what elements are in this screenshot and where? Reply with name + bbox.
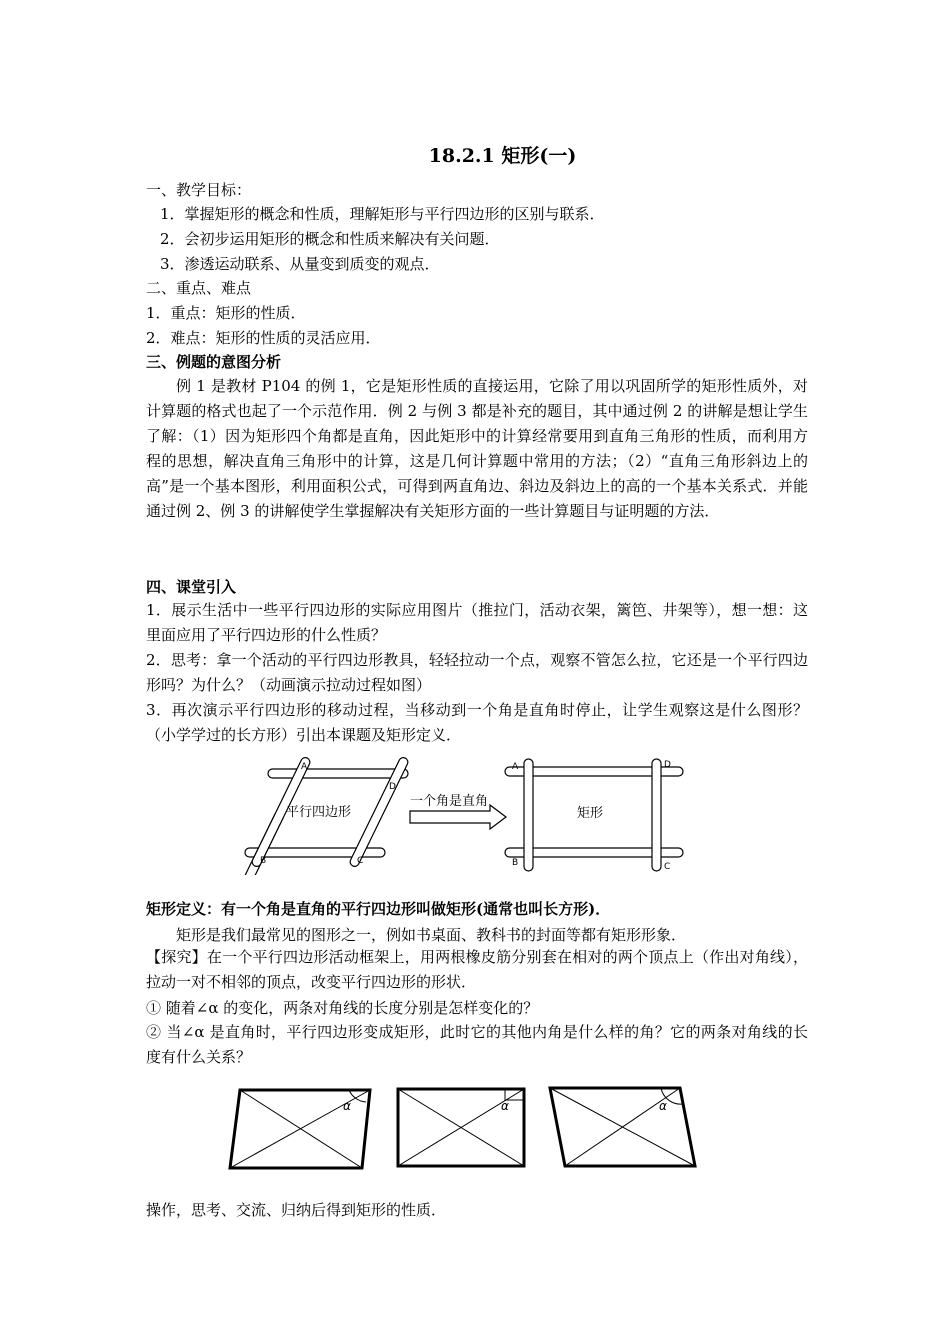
keypoint-item-1: 1．重点：矩形的性质． [146, 304, 306, 322]
section-1-heading: 一、教学目标： [146, 181, 252, 199]
explore-paragraph: 【探究】在一个平行四边形活动框架上，用两根橡皮筋分别套在相对的两个顶点上（作出对角线），拉动一对不相邻的顶点，改变平行四边形的形状． [146, 948, 808, 991]
goal-item-2: 2．会初步运用矩形的概念和性质来解决有关问题． [160, 230, 500, 248]
vertex-b-right: B [512, 858, 519, 868]
goal-item-1: 1．掌握矩形的概念和性质，理解矩形与平行四边形的区别与联系． [160, 205, 605, 223]
rectangle-label: 矩形 [577, 806, 604, 821]
vertex-a-right: A [512, 762, 519, 772]
closing-line: 操作，思考、交流、归纳后得到矩形的性质． [146, 1201, 447, 1219]
vertex-a-left: A [301, 762, 308, 772]
vertex-b-left: B [260, 856, 267, 866]
section-4-heading: 四、课堂引入 [146, 578, 237, 596]
diagonal-shapes-figure [225, 1080, 705, 1180]
arrow-label: 一个角是直角 [410, 794, 489, 809]
intro-line: 矩形是我们最常见的图形之一，例如书桌面、教科书的封面等都有矩形形象． [176, 926, 687, 944]
parallelogram-to-rectangle-figure [240, 755, 690, 875]
intro-item-1: 1．展示生活中一些平行四边形的实际应用图片（推拉门，活动衣架，篱笆、井架等），想一想：这里面应用了平行四边形的什么性质？ [146, 601, 808, 644]
vertex-c-right: C [664, 862, 671, 872]
angle-alpha-3: α [659, 1099, 667, 1113]
page-title: 18.2.1 矩形(一) [428, 145, 577, 167]
parallelogram-label: 平行四边形 [286, 805, 352, 820]
section-3-heading: 三、例题的意图分析 [146, 353, 282, 371]
rectangle-definition: 矩形定义：有一个角是直角的平行四边形叫做矩形(通常也叫长方形)． [146, 900, 611, 918]
intro-item-3: 3．再次演示平行四边形的移动过程，当移动到一个角是直角时停止，让学生观察这是什么图形？（小学学过的长方形）引出本课题及矩形定义． [146, 701, 808, 744]
section-2-heading: 二、重点、难点 [146, 279, 252, 297]
angle-alpha-2: α [501, 1099, 509, 1113]
vertex-d-right: D [664, 760, 671, 770]
vertex-d-left: D [389, 782, 396, 792]
angle-alpha-1: α [343, 1099, 351, 1113]
vertex-c-left: C [357, 856, 364, 866]
intro-item-2: 2．思考：拿一个活动的平行四边形教具，轻轻拉动一个点，观察不管怎么拉，它还是一个平行四边形吗？为什么？（动画演示拉动过程如图） [146, 651, 808, 694]
keypoint-item-2: 2．难点：矩形的性质的灵活应用． [146, 329, 381, 347]
goal-item-3: 3．渗透运动联系、从量变到质变的观点． [160, 255, 440, 273]
question-2: ② 当∠α 是直角时，平行四边形变成矩形，此时它的其他内角是什么样的角？它的两条对角线的长度有什么关系？ [146, 1023, 808, 1066]
question-1: ① 随着∠α 的变化，两条对角线的长度分别是怎样变化的？ [146, 999, 539, 1017]
example-analysis-paragraph: 例 1 是教材 P104 的例 1，它是矩形性质的直接运用，它除了用以巩固所学的矩形性质外，对计算题的格式也起了一个示范作用．例 2 与例 3 都是补充的题目，其中通过例 2 的讲解是想让学生了解：（1）因为矩形四个角都是直角，因此矩形中的计算经常要用到直角三角形的性质，而利用方程的思想，解决直角三角形中的计算，这是几何计算题中常用的方法；（2）“直角三角形斜边上的高”是一个基本图形，利用面积公式，可得到两直角边、斜边及斜边上的高的一个基本关系式．并能通过例 2、例 3 的讲解使学生掌握解决有关矩形方面的一些计算题目与证明题的方法． [146, 377, 808, 520]
